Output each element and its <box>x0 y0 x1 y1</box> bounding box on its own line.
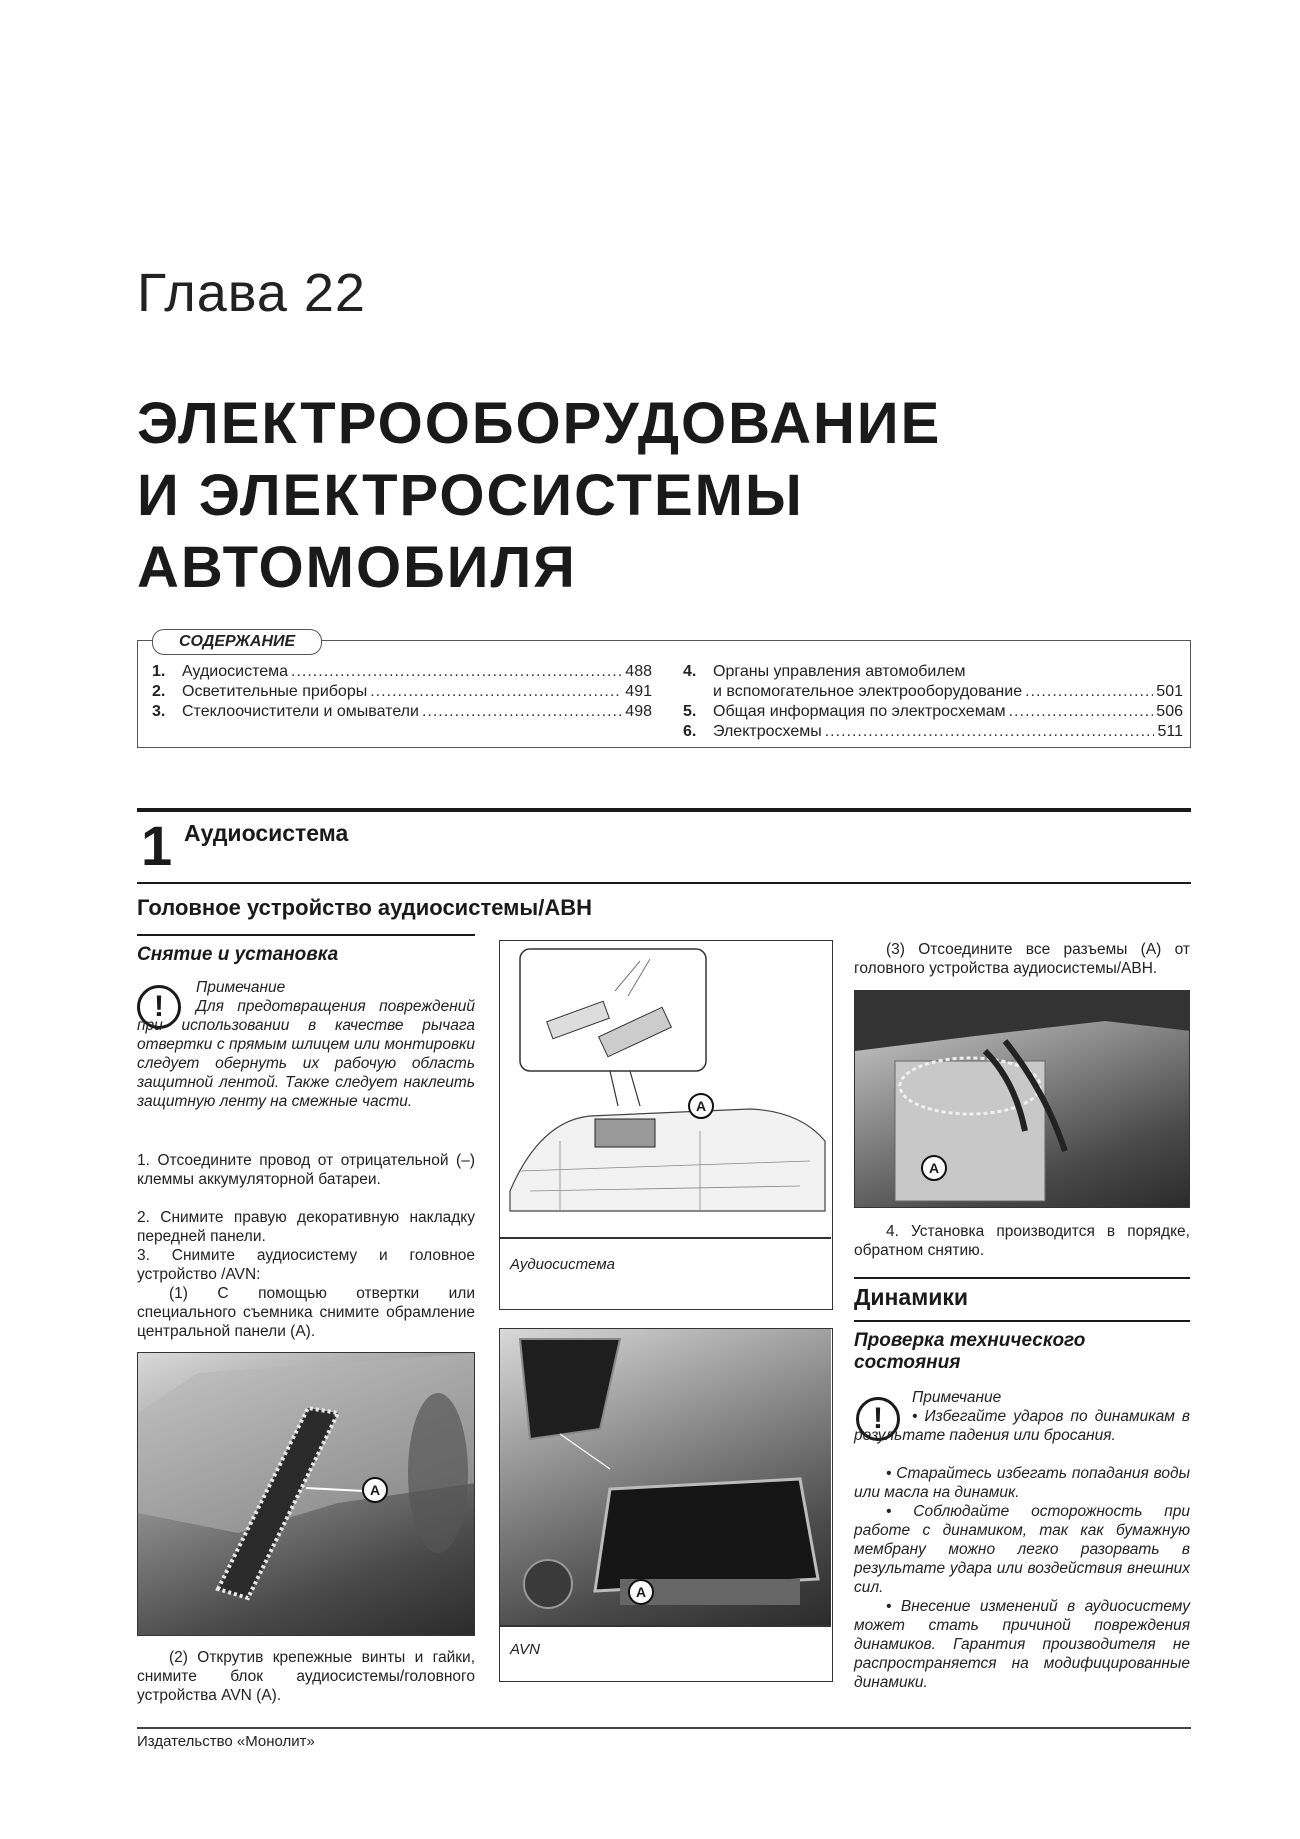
avn-photo-drawing <box>500 1329 831 1625</box>
note-label: Примечание <box>196 979 286 996</box>
note-bullet: • Старайтесь избегать попадания воды или масла на динамик. <box>854 1465 1190 1501</box>
column-rule <box>854 1320 1190 1322</box>
note-bullet: • Соблюдайте осторожность при работе с динамиком, так как бумажную мембрану можно легко разорвать в результате удара или воздействия внешних сил. <box>854 1503 1190 1596</box>
chapter-title-line: И ЭЛЕКТРОСИСТЕМЫ <box>137 463 804 528</box>
section-number: 1 <box>141 814 173 877</box>
chapter-title-line: ЭЛЕКТРООБОРУДОВАНИЕ <box>137 391 942 456</box>
note-label: Примечание <box>912 1389 1002 1406</box>
callout-marker: A <box>628 1579 654 1605</box>
connectors-photo-drawing <box>855 991 1190 1208</box>
toc-entry-continued[interactable]: и вспомогательное электрооборудование ..... 501 <box>683 682 1183 702</box>
callout-marker: A <box>921 1155 947 1181</box>
figure-caption: AVN <box>510 1641 541 1658</box>
callout-marker: A <box>362 1477 388 1503</box>
note-text: Для предотвращения повреждений при использовании в качестве рычага отвертки с прямым шлицем или монтировки следует обернуть их рабочую область защитной лентой. Также следует наклеить защитную ленту на смежные части. <box>137 998 475 1110</box>
step-2: 2. Снимите правую декоративную накладку передней панели. <box>137 1209 475 1245</box>
warning-icon: ! <box>137 985 181 1029</box>
section-title: Аудиосистема <box>184 820 349 846</box>
trim-photo-drawing <box>138 1353 475 1636</box>
toc-entry[interactable]: 1. Аудиосистема ..... 488 <box>152 662 652 682</box>
step-3-2: (2) Открутив крепежные винты и гайки, снимите блок аудиосистемы/головного устройства AVN (А). <box>137 1649 475 1704</box>
step-3-1: (1) С помощью отвертки или специального съемника снимите обрамление центральной панели (А). <box>137 1285 475 1340</box>
subsection-rule <box>137 882 1191 884</box>
audio-system-figure <box>499 940 833 1310</box>
connectors-photo <box>854 990 1190 1208</box>
step-3-3: (3) Отсоедините все разъемы (А) от головного устройства аудиосистемы/АВН. <box>854 941 1190 977</box>
warning-icon: ! <box>856 1397 900 1441</box>
chapter-title-line: АВТОМОБИЛЯ <box>137 535 577 600</box>
toc-entry[interactable]: 2. Осветительные приборы ..... 491 <box>152 682 652 702</box>
audio-system-diagram <box>500 941 832 1241</box>
toc-entry[interactable]: 6. Электросхемы ..... 511 <box>683 722 1183 742</box>
callout-marker: A <box>688 1093 714 1119</box>
speakers-rule <box>854 1277 1190 1279</box>
inspection-heading: Проверка технического состояния <box>854 1330 1086 1373</box>
note-bullet: • Внесение изменений в аудиосистему может стать причиной повреждения динамиков. Гарантия производителя не распространяется на модифицированные динамики. <box>854 1598 1190 1691</box>
figure-divider <box>500 1625 831 1627</box>
column-rule <box>137 934 475 936</box>
step-1: 1. Отсоедините провод от отрицательной (–) клеммы аккумуляторной батареи. <box>137 1152 475 1188</box>
speakers-heading: Динамики <box>854 1284 969 1310</box>
toc-right-column <box>683 662 1183 742</box>
publisher-footer: Издательство «Монолит» <box>137 1733 315 1750</box>
trim-removal-photo <box>137 1352 475 1636</box>
toc-entry[interactable]: 3. Стеклоочистители и омыватели ..... 498 <box>152 702 652 722</box>
subsection-title: Головное устройство аудиосистемы/АВН <box>137 895 592 920</box>
toc-entry[interactable]: 5. Общая информация по электросхемам ..... 506 <box>683 702 1183 722</box>
footer-rule <box>137 1727 1191 1729</box>
toc-tag: СОДЕРЖАНИЕ <box>152 629 322 655</box>
toc-entry[interactable]: 4. Органы управления автомобилем <box>683 663 966 680</box>
chapter-label: Глава 22 <box>137 263 366 323</box>
toc-left-column <box>152 662 652 722</box>
section-rule <box>137 808 1191 812</box>
note-bullet: • Избегайте ударов по динамикам в результате падения или бросания. <box>854 1408 1190 1444</box>
figure-divider <box>500 1237 831 1239</box>
removal-heading: Снятие и установка <box>137 944 339 965</box>
step-3: 3. Снимите аудиосистему и головное устройство /AVN: <box>137 1247 475 1283</box>
avn-unit-figure <box>499 1328 833 1682</box>
avn-unit-photo <box>500 1329 831 1625</box>
step-4: 4. Установка производится в порядке, обратном снятию. <box>854 1223 1190 1259</box>
figure-caption: Аудиосистема <box>510 1256 615 1273</box>
chapter-title <box>137 388 941 604</box>
